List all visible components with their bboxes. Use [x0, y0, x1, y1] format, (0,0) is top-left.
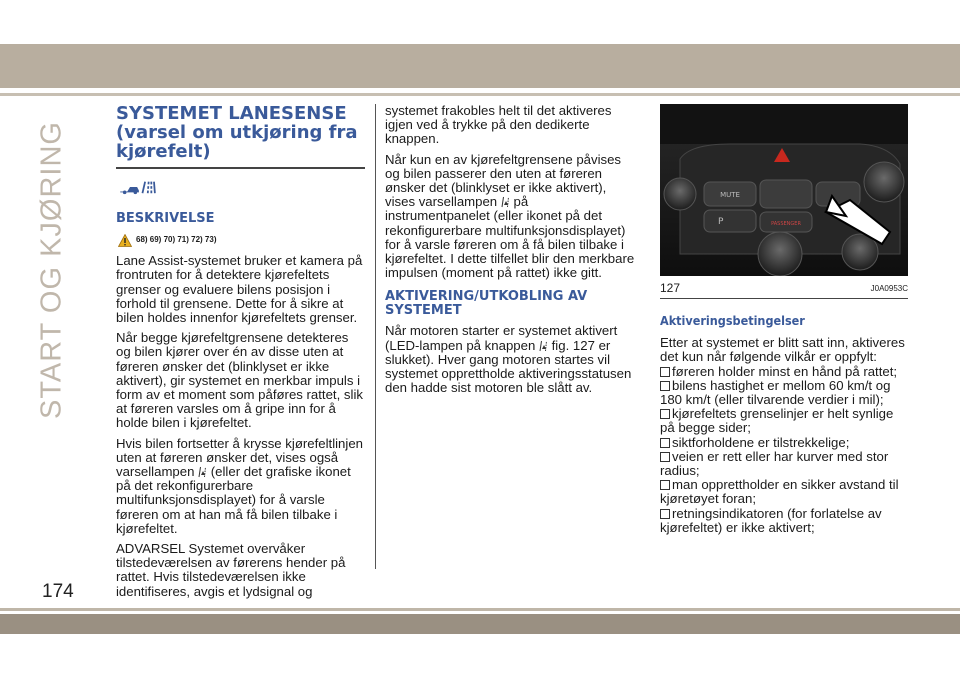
- paragraph-part: Når kun en av kjørefeltgrensene påvises og bilen passerer den uten at føreren ønsker det (blinklyset er ikke aktivert), vises varsellampen: [385, 151, 622, 210]
- list-item: [660, 407, 910, 435]
- paragraph-part: Hvis bilen fortsetter å krysse kjørefeltlinjen uten at føreren ønsker det, vises også varsellampen: [116, 435, 363, 480]
- activation-heading-line1: AKTIVERING/UTKOBLING AV: [385, 289, 588, 305]
- passenger-label: PASSENGER: [771, 221, 801, 227]
- paragraph: Lane Assist-systemet bruker et kamera på frontruten for å detektere kjørefeltets grenser og evaluere bilens posisjon i forhold til grensene. Dette for å sikre at bilen holdes innenfor kjørefeltets grenser.: [116, 253, 363, 326]
- checkbox-square-icon: [660, 452, 670, 462]
- mute-label: MUTE: [720, 191, 740, 199]
- list-item: [660, 436, 910, 450]
- activation-heading-line2: SYSTEMET: [385, 303, 462, 319]
- side-chapter-text: START OG KJØRING: [35, 121, 68, 419]
- checkbox-square-icon: [660, 381, 670, 391]
- activation-heading: [385, 290, 636, 318]
- conditions-intro: Etter at systemet er blitt satt inn, aktiveres det kun når følgende vilkår er oppfylt:: [660, 335, 905, 365]
- figure-caption: [660, 281, 908, 295]
- list-item: [660, 478, 910, 506]
- list-item-text: veien er rett eller har kurver med stor radius;: [660, 448, 889, 479]
- checkbox-square-icon: [660, 367, 670, 377]
- bottom-rule: [0, 608, 960, 611]
- conditions-heading: Aktiveringsbetingelser: [660, 313, 805, 328]
- column-1: [116, 104, 365, 605]
- checkbox-square-icon: [660, 409, 670, 419]
- warning-references: [118, 232, 365, 248]
- lane-button-icon: [539, 340, 548, 352]
- park-label: P: [718, 217, 724, 227]
- warning-refs-text: 68) 69) 70) 71) 72) 73): [136, 235, 217, 245]
- warning-triangle-icon: [118, 234, 132, 247]
- bottom-band: [0, 614, 960, 634]
- lane-warning-lamp-icon: [501, 196, 510, 208]
- checkbox-square-icon: [660, 480, 670, 490]
- top-band: [0, 44, 960, 88]
- list-item-text: man opprettholder en sikker avstand til kjøretøyet foran;: [660, 477, 899, 507]
- paragraph-part: fig. 127 er slukket). Hver gang motoren startes vil systemet opprettholde aktiveringsstatusen den hadde sist motoren ble slått av.: [385, 337, 632, 396]
- page-title-line1: SYSTEMET LANESENSE: [116, 103, 347, 124]
- column-divider: [375, 104, 376, 569]
- list-item: [660, 379, 910, 407]
- list-item-text: bilens hastighet er mellom 60 km/t og 180 km/t (eller tilvarende verdier i mil);: [660, 377, 891, 408]
- column-3: [660, 314, 910, 535]
- figure-rule: [660, 298, 908, 299]
- paragraph-part: (eller det grafiske ikonet på det rekonfigurerbare multifunksjonsdisplayet) for å varsle føreren om at han må få bilen tilbake i kjørefeltet.: [116, 464, 351, 536]
- title-rule: [116, 167, 365, 169]
- description-heading: BESKRIVELSE: [116, 211, 215, 227]
- list-item: [660, 450, 910, 478]
- list-item-text: kjørefeltets grenselinjer er helt synlige på begge sider;: [660, 406, 894, 436]
- list-item: [660, 507, 910, 535]
- page-title: [116, 104, 365, 161]
- paragraph: ADVARSEL Systemet overvåker tilstedeværelsen av førerens hender på rattet. Hvis tilstedeværelsen ikke identifiseres, avgis et lydsignal og: [116, 541, 346, 599]
- page-title-line3: kjørefelt): [116, 141, 211, 162]
- checkbox-square-icon: [660, 509, 670, 519]
- lane-departure-icon: [116, 179, 160, 195]
- list-item-text: siktforholdene er tilstrekkelige;: [672, 434, 850, 450]
- list-item-text: retningsindikatoren (for forlatelse av kjørefeltet) er ikke aktivert;: [660, 505, 882, 535]
- column-2: [385, 104, 636, 401]
- list-item: [660, 365, 910, 379]
- list-item-text: føreren holder minst en hånd på rattet;: [672, 363, 898, 379]
- dashboard-controls-illustration: [660, 104, 908, 276]
- figure-code: J0A0953C: [870, 283, 908, 293]
- page-title-line2: (varsel om utkjøring fra: [116, 122, 358, 143]
- paragraph-part: Når motoren starter er systemet aktivert (LED-lampen på knappen: [385, 323, 618, 353]
- figure-number: 127: [660, 281, 681, 295]
- conditions-list: [660, 365, 910, 535]
- checkbox-square-icon: [660, 438, 670, 448]
- paragraph-part: på instrumentpanelet (eller ikonet på det rekonfigurerbare multifunksjonsdisplayet) for å varsle føreren om å få bilen tilbake i kjørefeltet. I dette tilfellet blir den merkbare impulsen (moment på rattet) ikke gitt.: [385, 194, 635, 281]
- top-rule: [0, 93, 960, 96]
- paragraph: [385, 153, 636, 281]
- page-number: 174: [42, 581, 74, 602]
- lane-warning-lamp-icon: [198, 466, 207, 478]
- paragraph: Når begge kjørefeltgrensene detekteres og bilen kjører over én av disse uten at føreren ønsker det (blinklyset er ikke aktivert), gir systemet en merkbar impuls i form av et moment som påføres rattet, slik at føreren varsles om å gripe inn for å holde bilen i kjørefeltet.: [116, 330, 363, 431]
- paragraph: systemet frakobles helt til det aktiveres igjen ved å trykke på den dedikerte knappen.: [385, 103, 612, 147]
- paragraph: [116, 437, 365, 536]
- paragraph: [385, 324, 636, 395]
- figure-photo: [660, 104, 908, 276]
